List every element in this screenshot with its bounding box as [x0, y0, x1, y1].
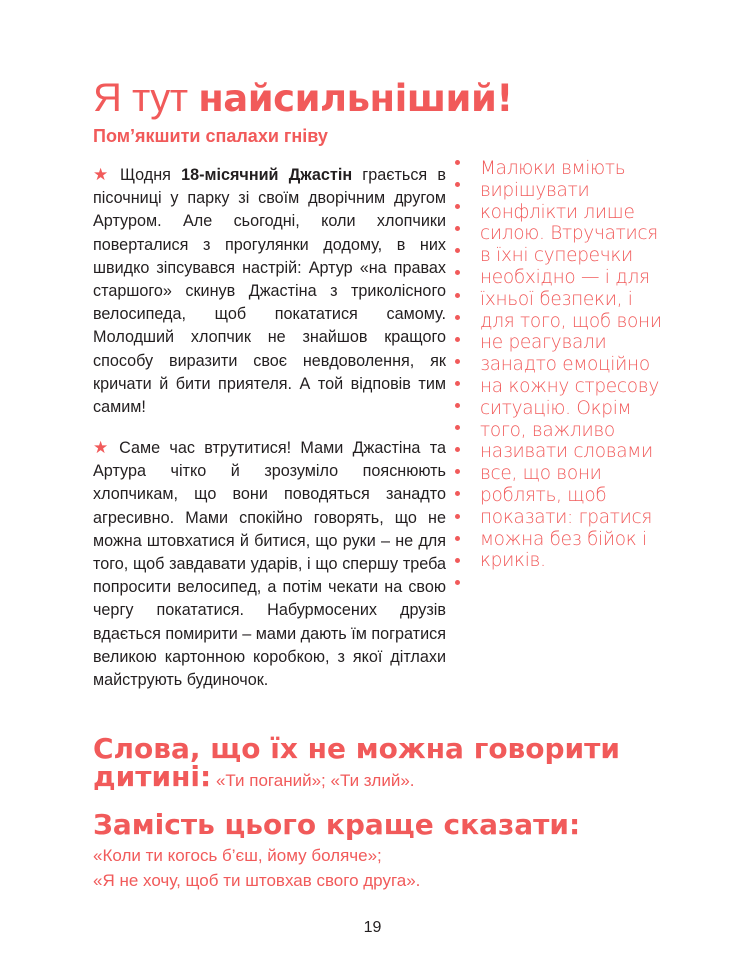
instead-heading: Замість цього краще сказати:: [93, 808, 581, 841]
dot: [455, 248, 460, 253]
words-examples: «Ти поганий»; «Ти злий».: [211, 771, 415, 790]
dot: [455, 469, 460, 474]
story-post: грається в пісочниці у парку зі своїм дворічним другом Артуром. Але сьогодні, коли хлопчики поверталися з прогулянки додому, в них швидко зіпсувався настрій: Артур «на правах старшого» скинув Джастіна з триколісного велосипеда, щоб покататися самому. Молодший хлопчик не знайшов кращого способу виразити своє невдоволення, як кричати й бити приятеля. А той відповів тим самим!: [93, 166, 446, 417]
dot: [455, 160, 460, 165]
story-paragraph: [93, 163, 446, 419]
dot: [455, 536, 460, 541]
dot: [455, 359, 460, 364]
title-bold: найсильніший!: [198, 77, 513, 120]
words-heading-line2: [93, 762, 415, 796]
page-number: 19: [363, 919, 382, 936]
dot: [455, 315, 460, 320]
dot: [455, 182, 460, 187]
dot: [455, 514, 460, 519]
words-heading-tail: дитині:: [93, 760, 212, 793]
page-title: [93, 74, 513, 123]
dot: [455, 558, 460, 563]
title-light: Я тут: [93, 76, 199, 120]
sidebar-note: Малюки вміють вирішувати конфлікти лише силою. Втручатися в їхні суперечки необхідно — і для їхньої безпеки, і для того, щоб вони не реагували занадто емоційно на кожну стресову ситуацію. Окрім того, важливо називати словами все, що вони роблять, щоб показати: гратися можна без бійок і криків.: [480, 158, 662, 572]
star-icon: ★: [93, 438, 114, 457]
dot: [455, 226, 460, 231]
dot: [455, 425, 460, 430]
advice-paragraph: [93, 436, 446, 692]
instead-line-2: «Я не хочу, щоб ти штовхав свого друга».: [93, 871, 421, 890]
dot: [455, 580, 460, 585]
story-bold: 18-місячний Джастін: [181, 166, 353, 184]
star-icon: ★: [93, 165, 114, 184]
instead-line-1: «Коли ти когось б’єш, йому боляче»;: [93, 846, 382, 865]
story-pre: Щодня: [119, 166, 182, 184]
dot: [455, 447, 460, 452]
dot: [455, 403, 460, 408]
words-heading: Слова, що їх не можна говорити: [93, 732, 621, 765]
section-subtitle: Пом’якшити спалахи гніву: [93, 126, 328, 146]
dot: [455, 337, 460, 342]
advice-text: Саме час втрутитися! Мами Джастіна та Артура чітко й зрозуміло пояснюють хлопчикам, що вони поводяться занадто агресивно. Мами спокійно говорять, що не можна штовхатися й битися, що руки – не для того, щоб завдавати ударів, і що спершу треба попросити велосипед, а потім чекати на свою чергу покататися. Набурмосених друзів вдається помирити – мами дають їм погратися великою картонною коробкою, з якої дітлахи майструють будиночок.: [93, 439, 446, 690]
dot: [455, 293, 460, 298]
dot: [455, 204, 460, 209]
sidebar-dots: [455, 160, 465, 602]
dot: [455, 381, 460, 386]
dot: [455, 270, 460, 275]
dot: [455, 491, 460, 496]
